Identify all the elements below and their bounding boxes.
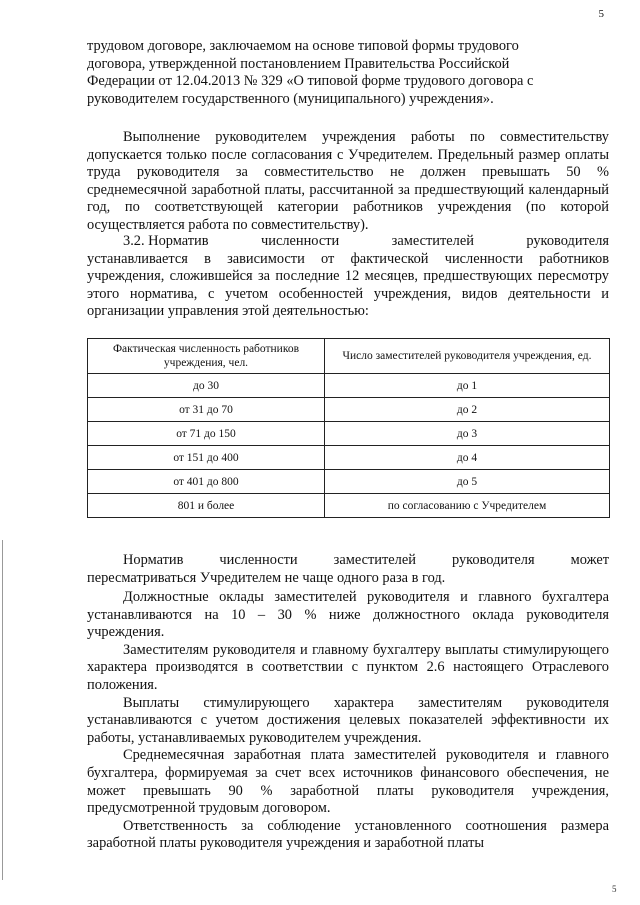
paragraph-average-salary: Среднемесячная заработная плата заместителей руководителя и главного бухгалтера, формируемая за счет всех источников финансового обеспечения, не может превышать 90 % заработной платы руководителя учреждения, предусмотренной трудовым договором.: [87, 747, 609, 817]
deputies-normative-table: [87, 338, 610, 518]
header-cell-deputies: Число заместителей руководителя учреждения, ед.: [325, 339, 610, 374]
cell-employees: от 151 до 400: [88, 446, 325, 470]
paragraph-text: Выполнение руководителем учреждения работы по совместительству допускается только после согласования с Учредителем. Предельный размер оплаты труда руководителя за совместительство не должен превышать 50 % среднемесячной заработной платы, рассчитанной за предшествующий календарный год, по соответствующей категории работников учреждения (по которой осуществляется работа по совместительству).: [87, 129, 609, 233]
scan-edge-line: [2, 540, 3, 880]
corner-mark: 5: [612, 884, 617, 894]
table-row: [88, 446, 610, 470]
clause-word: численности: [261, 233, 340, 249]
clause-3-2-text: устанавливается в зависимости от фактической численности работников учреждения, сложившейся за последние 12 месяцев, предшествующих пересмотру этого норматива, с учетом особенностей учреждения, видов деятельности и организации управления этой деятельностью:: [87, 250, 609, 320]
text-line: Федерации от 12.04.2013 № 329 «О типовой форме трудового договора с: [87, 73, 534, 90]
salary-paragraphs: [87, 589, 609, 853]
table-row: [88, 374, 610, 398]
cell-employees: до 30: [88, 374, 325, 398]
clause-word: может: [570, 552, 609, 568]
paragraph-target-indicators: Выплаты стимулирующего характера заместителям руководителя устанавливаются с учетом достижения целевых показателей эффективности их работы, устанавливаемых руководителем учреждения.: [87, 694, 609, 746]
text-line: трудовом договоре, заключаемом на основе типовой формы трудового: [87, 38, 519, 54]
paragraph-responsibility: Ответственность за соблюдение установленного соотношения размера заработной платы руководителя учреждения и заработной платы: [87, 817, 609, 852]
table-row: [88, 470, 610, 494]
table-header-row: [88, 339, 610, 374]
table-row: [88, 422, 610, 446]
clause-word: 3.2. Норматив: [123, 233, 209, 249]
clause-word: заместителей: [333, 552, 416, 568]
cell-deputies: до 5: [325, 470, 610, 494]
table-row: [88, 494, 610, 518]
cell-deputies: до 2: [325, 398, 610, 422]
combination-paragraph: [87, 129, 609, 235]
normative-revision-paragraph: [87, 552, 609, 587]
cell-deputies: до 1: [325, 374, 610, 398]
clause-3-2: [87, 233, 609, 321]
paragraph-text: пересматриваться Учредителем не чаще одного раза в год.: [87, 569, 446, 586]
clause-word: численности: [219, 552, 298, 568]
clause-word: заместителей: [391, 233, 474, 249]
clause-word: Норматив: [123, 552, 184, 568]
text-line: договора, утвержденной постановлением Правительства Российской: [87, 55, 510, 72]
cell-employees: от 31 до 70: [88, 398, 325, 422]
clause-word: руководителя: [451, 552, 535, 568]
cell-employees: 801 и более: [88, 494, 325, 518]
cell-employees: от 71 до 150: [88, 422, 325, 446]
cell-deputies: до 4: [325, 446, 610, 470]
page-number: 5: [598, 8, 604, 20]
text-line: руководителем государственного (муниципального) учреждения».: [87, 90, 494, 107]
header-cell-employees: Фактическая численность работников учреждения, чел.: [88, 339, 325, 374]
contract-reference-paragraph: [87, 38, 609, 108]
paragraph-incentive-payments: Заместителям руководителя и главному бухгалтеру выплаты стимулирующего характера производятся в соответствии с пунктом 2.6 настоящего Отраслевого положения.: [87, 641, 609, 693]
table-row: [88, 398, 610, 422]
paragraph-official-salaries: Должностные оклады заместителей руководителя и главного бухгалтера устанавливаются на 10 – 30 % ниже должностного оклада руководителя учреждения.: [87, 589, 609, 641]
cell-deputies: до 3: [325, 422, 610, 446]
cell-deputies: по согласованию с Учредителем: [325, 494, 610, 518]
clause-word: руководителя: [526, 233, 609, 249]
cell-employees: от 401 до 800: [88, 470, 325, 494]
normative-first-line: [87, 552, 609, 570]
clause-3-2-first-line: [87, 233, 609, 251]
